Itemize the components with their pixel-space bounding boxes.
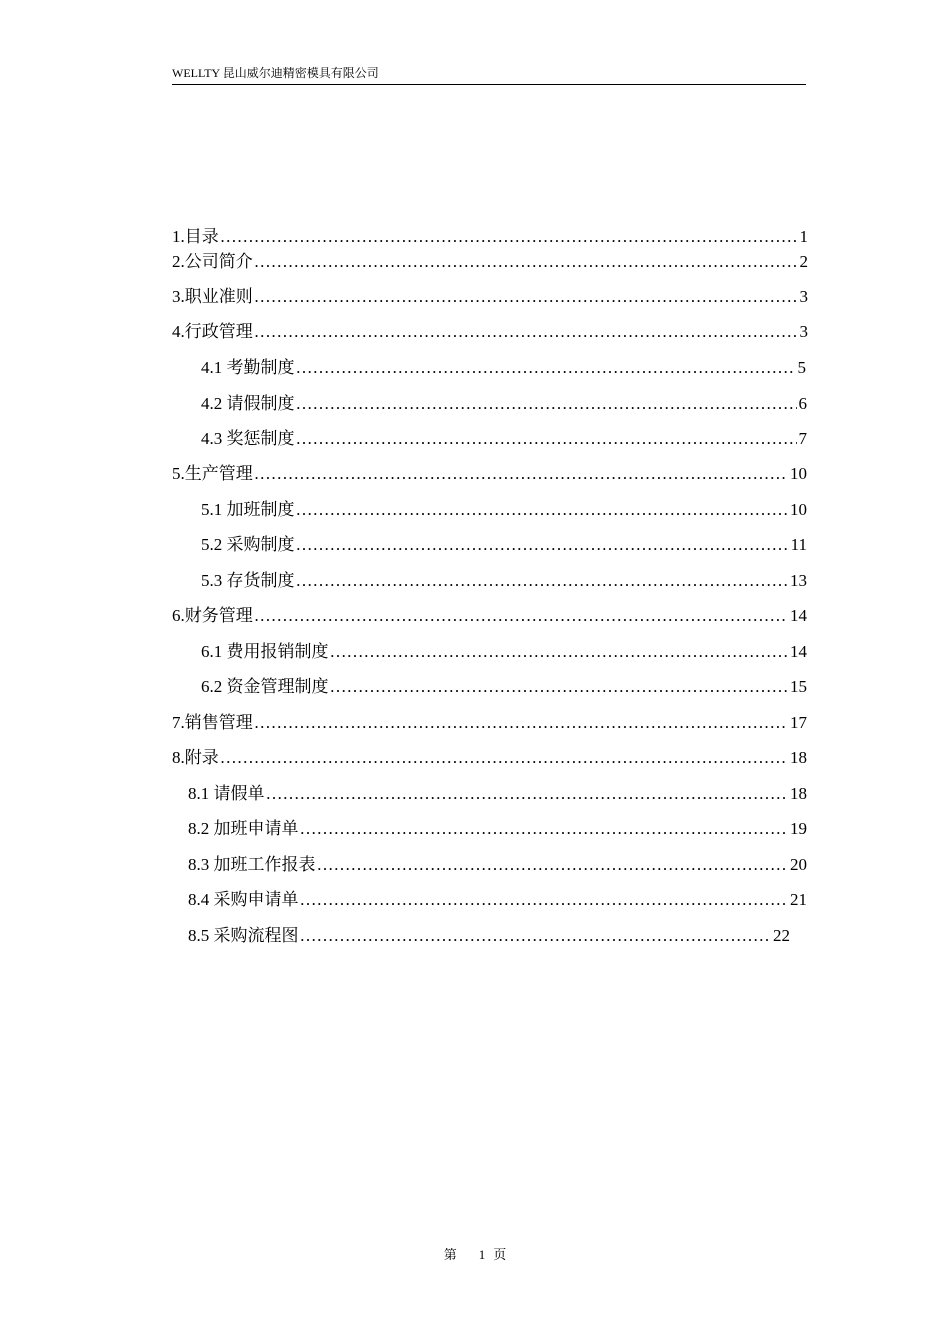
toc-entry-5-2[interactable] [201,533,807,557]
toc-leader-dots [254,711,788,735]
toc-entry-label: 5.2 采购制度 [201,535,295,554]
toc-entry-page: 18 [790,748,807,767]
toc-leader-dots [220,225,798,249]
toc-entry-page: 18 [790,784,807,803]
footer-prefix: 第 [443,1247,457,1262]
toc-entry-6-1[interactable] [201,640,807,664]
toc-leader-dots [296,498,789,522]
toc-entry-label: 4.行政管理 [172,322,253,341]
toc-leader-dots [266,782,789,806]
toc-entry-label: 8.附录 [172,748,219,767]
toc-entry-6-2[interactable] [201,675,807,699]
toc-entry-page: 6 [798,394,807,413]
toc-entry-8-5[interactable] [188,924,790,948]
toc-entry-page: 14 [790,606,807,625]
toc-entry-8[interactable] [172,746,807,770]
toc-leader-dots [296,392,797,416]
toc-entry-label: 7.销售管理 [172,713,253,732]
header-text: WELLTY 昆山威尔迪精密模具有限公司 [172,66,379,80]
toc-entry-page: 10 [790,464,807,483]
toc-entry-page: 2 [799,252,808,271]
footer-suffix: 页 [493,1247,507,1262]
toc-leader-dots [254,320,798,344]
toc-leader-dots [330,675,789,699]
toc-entry-label: 8.2 加班申请单 [188,819,299,838]
toc-entry-page: 13 [790,571,807,590]
toc-entry-6[interactable] [172,604,807,628]
toc-entry-page: 7 [798,429,807,448]
toc-leader-dots [300,888,789,912]
toc-entry-label: 5.生产管理 [172,464,253,483]
toc-entry-8-3[interactable] [188,853,807,877]
toc-entry-label: 8.5 采购流程图 [188,926,299,945]
toc-entry-page: 21 [790,890,807,909]
toc-entry-4-1[interactable] [201,356,806,380]
toc-entry-label: 2.公司简介 [172,252,253,271]
toc-entry-page: 15 [790,677,807,696]
toc-entry-label: 8.4 采购申请单 [188,890,299,909]
toc-entry-label: 3.职业准则 [172,287,253,306]
toc-entry-label: 5.1 加班制度 [201,500,295,519]
toc-entry-page: 1 [799,227,808,246]
toc-entry-5[interactable] [172,462,807,486]
toc-entry-5-3[interactable] [201,569,807,593]
toc-entry-label: 6.2 资金管理制度 [201,677,329,696]
toc-entry-label: 8.3 加班工作报表 [188,855,316,874]
toc-entry-1[interactable] [172,225,808,249]
toc-entry-4[interactable] [172,320,808,344]
toc-entry-8-4[interactable] [188,888,807,912]
toc-entry-2[interactable] [172,250,808,274]
toc-entry-page: 14 [790,642,807,661]
toc-leader-dots [296,569,789,593]
toc-entry-page: 11 [790,535,807,554]
page-footer [0,1246,950,1264]
toc-entry-label: 6.1 费用报销制度 [201,642,329,661]
toc-entry-page: 3 [799,287,808,306]
toc-entry-label: 4.2 请假制度 [201,394,295,413]
toc-leader-dots [300,817,789,841]
toc-entry-5-1[interactable] [201,498,807,522]
toc-entry-4-3[interactable] [201,427,807,451]
toc-entry-8-2[interactable] [188,817,807,841]
toc-entry-label: 5.3 存货制度 [201,571,295,590]
toc-entry-label: 4.1 考勤制度 [201,358,295,377]
footer-page-number: 1 [478,1247,486,1262]
toc-entry-label: 8.1 请假单 [188,784,265,803]
toc-entry-7[interactable] [172,711,807,735]
toc-entry-page: 19 [790,819,807,838]
toc-entry-page: 5 [797,358,806,377]
toc-leader-dots [296,533,789,557]
toc-entry-8-1[interactable] [188,782,807,806]
toc-entry-page: 3 [799,322,808,341]
toc-leader-dots [300,924,772,948]
toc-entry-3[interactable] [172,285,808,309]
toc-entry-label: 4.3 奖惩制度 [201,429,295,448]
toc-leader-dots [254,250,798,274]
toc-leader-dots [317,853,789,877]
toc-entry-page: 20 [790,855,807,874]
toc-leader-dots [296,427,797,451]
toc-leader-dots [296,356,796,380]
toc-leader-dots [220,746,788,770]
toc-entry-label: 1.目录 [172,227,219,246]
toc-entry-page: 17 [790,713,807,732]
toc-leader-dots [330,640,789,664]
toc-leader-dots [254,462,788,486]
toc-entry-page: 22 [773,926,790,945]
toc-entry-4-2[interactable] [201,392,807,416]
toc-leader-dots [254,604,788,628]
toc-entry-label: 6.财务管理 [172,606,253,625]
toc-entry-page: 10 [790,500,807,519]
toc-leader-dots [254,285,798,309]
